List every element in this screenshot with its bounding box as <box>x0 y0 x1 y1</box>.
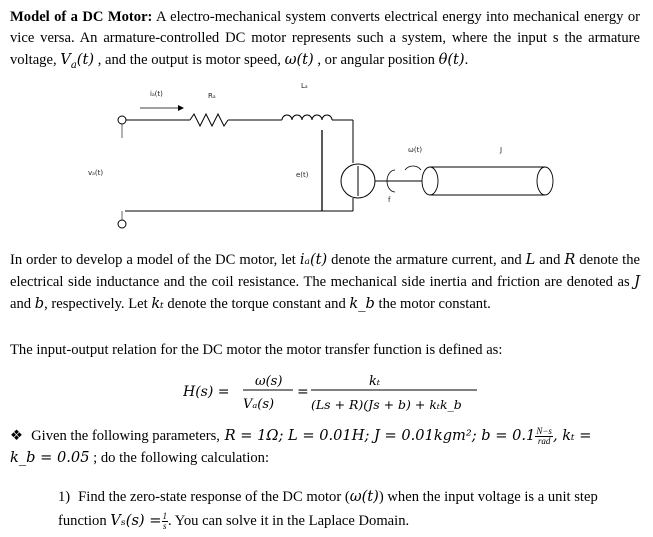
bullet-text-2: ; do the following calculation: <box>89 450 270 466</box>
dc-motor-circuit-diagram <box>0 78 653 248</box>
bullet-line-2 <box>10 447 640 469</box>
input-terminal-top <box>118 116 126 124</box>
model-paragraph <box>10 249 640 315</box>
p2-text-5: and <box>10 296 35 312</box>
omega-symbol: ω(t) <box>284 51 314 68</box>
kb-symbol: k_b <box>349 295 375 312</box>
j-symbol: J <box>634 273 640 290</box>
b-units-fraction: $\frac{N-s}{\text{rad}}$ <box>536 426 552 447</box>
bullet-kb-value: k_b = 0.05 <box>10 449 90 466</box>
intro-heading: Model of a DC Motor: <box>10 9 153 25</box>
item-vs: Vₛ(s) = <box>110 512 162 529</box>
p2-text-1: In order to develop a model of the DC motor, let <box>10 252 300 268</box>
item-omega: ω(t) <box>349 488 379 505</box>
j-label: J <box>500 146 503 154</box>
omega-arrow <box>405 166 421 170</box>
transfer-function-equation <box>183 368 483 418</box>
inertia-left-face <box>422 167 438 195</box>
p3-text: The input-output relation for the DC motor the motor transfer function is defined as: <box>10 342 503 358</box>
intro-text-1: A electro-mechanical system converts electrical energy into mechanical energy or vice versa. An armature-controlled DC motor represents such a system, where the input s the armature voltage, <box>10 9 640 68</box>
inductor <box>282 115 332 120</box>
p2-text-7: denote the torque constant and <box>163 296 350 312</box>
eq-num2: kₜ <box>369 374 381 389</box>
item-text-2: ) when the input voltage is a unit step function <box>58 489 598 529</box>
current-arrow-head <box>178 105 184 111</box>
kt-symbol: kₜ <box>151 295 164 312</box>
r-symbol: R <box>564 251 576 268</box>
va-symbol: $V_a(t)$ <box>60 51 95 71</box>
eq-den1: Vₐ(s) <box>243 397 275 412</box>
transfer-function-intro <box>10 340 640 361</box>
la-label: Lₐ <box>301 82 308 90</box>
intro-text-2: , and the output is motor speed, <box>94 52 285 68</box>
b-symbol: b <box>34 295 45 312</box>
bullet-text-1: Given the following parameters, <box>31 428 220 444</box>
l-symbol: L <box>525 251 536 268</box>
f-label: f <box>388 196 391 204</box>
input-terminal-bottom <box>118 220 126 228</box>
diamond-bullet-icon: ❖ <box>10 428 24 444</box>
inertia-right-face <box>537 167 553 195</box>
omega-label: ω(t) <box>408 146 423 154</box>
theta-symbol: θ(t) <box>438 51 465 68</box>
bullet-kt: , kₜ = <box>552 427 592 444</box>
bullet-line-1 <box>10 425 640 447</box>
eq-equals-2: = <box>297 384 309 400</box>
bullet-params: R = 1Ω; L = 0.01H; J = 0.01kgm²; b = 0.1 <box>219 427 536 444</box>
ia-symbol: iₐ(t) <box>299 251 328 268</box>
eq-lhs: H(s) = <box>183 384 230 400</box>
parameters-bullet <box>10 425 640 469</box>
va-label: vₐ(t) <box>88 169 104 177</box>
p2-text-2: denote the armature current, and <box>327 252 526 268</box>
intro-paragraph <box>10 7 640 76</box>
item-one-over-s: $\frac{1}{s}$ <box>162 511 167 532</box>
item-number: 1) <box>58 489 71 505</box>
eq-num1: ω(s) <box>255 374 283 389</box>
question-item-1 <box>58 485 643 533</box>
item-text-1: Find the zero-state response of the DC motor ( <box>78 489 350 505</box>
p2-text-3: and <box>535 252 565 268</box>
e-label: e(t) <box>296 171 309 179</box>
p2-text-6: , respectively. Let <box>44 296 152 312</box>
ra-label: Rₐ <box>208 92 216 100</box>
resistor <box>190 114 228 126</box>
eq-den2: (Ls + R)(Js + b) + kₜk_b <box>311 397 462 412</box>
ia-label: iₐ(t) <box>150 90 163 98</box>
item-text-3: . You can solve it in the Laplace Domain. <box>168 513 410 529</box>
intro-text-4: . <box>464 52 469 68</box>
intro-text-3: , or angular position <box>313 52 439 68</box>
p2-text-8: the motor constant. <box>374 296 491 312</box>
p2-text-4: denote the electrical side inductance and the coil resistance. The mechanical side inertia and friction are denoted as <box>10 252 640 290</box>
